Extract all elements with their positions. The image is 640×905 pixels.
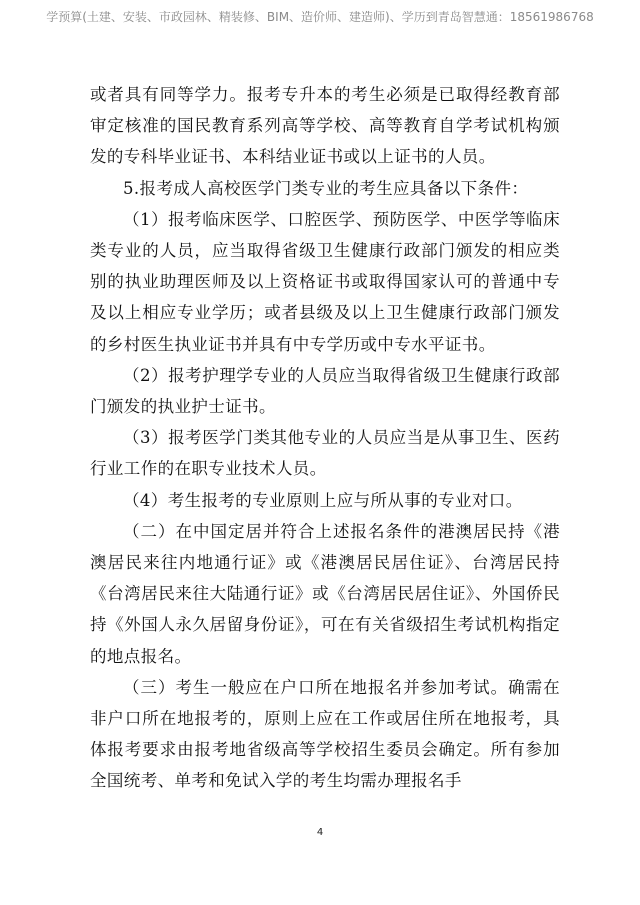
paragraph: （1）报考临床医学、口腔医学、预防医学、中医学等临床类专业的人员，应当取得省级卫生健康行政部门颁发的相应类别的执业助理医师及以上资格证书或取得国家认可的普通中专及以上相应专业学历；或者县级及以上卫生健康行政部门颁发的乡村医生执业证书并具有中专学历或中专水平证书。 [90, 209, 560, 354]
paragraph: （二）在中国定居并符合上述报名条件的港澳居民持《港澳居民来往内地通行证》或《港澳居民居住证》、台湾居民持《台湾居民来往大陆通行证》或《台湾居民居住证》、外国侨民持《外国人永久居留身份证》，可在有关省级招生考试机构指定的地点报名。 [90, 521, 560, 666]
paragraph: （三）考生一般应在户口所在地报名并参加考试。确需在非户口所在地报考的，原则上应在工作或居住所在地报考，具体报考要求由报考地省级高等学校招生委员会确定。所有参加全国统考、单考和免试入学的考生均需办理报名手 [90, 677, 560, 791]
page-number: 4 [316, 827, 324, 838]
paragraph: 或者具有同等学力。报考专升本的考生必须是已取得经教育部审定核准的国民教育系列高等学校、高等教育自学考试机构颁发的专科毕业证书、本科结业证书或以上证书的人员。 [90, 85, 560, 167]
paragraph: （4）考生报考的专业原则上应与所从事的专业对口。 [123, 490, 523, 510]
paragraph: （2）报考护理学专业的人员应当取得省级卫生健康行政部门颁发的执业护士证书。 [90, 365, 560, 417]
page-header-banner: 学预算(土建、安装、市政园林、精装修、BIM、造价师、建造师)、学历到青岛智慧通：18561986768 [46, 10, 594, 24]
paragraph: 5.报考成人高校医学门类专业的考生应具备以下条件： [123, 178, 529, 198]
paragraph: （3）报考医学门类其他专业的人员应当是从事卫生、医药行业工作的在职专业技术人员。 [90, 428, 560, 479]
document-body [90, 79, 560, 797]
